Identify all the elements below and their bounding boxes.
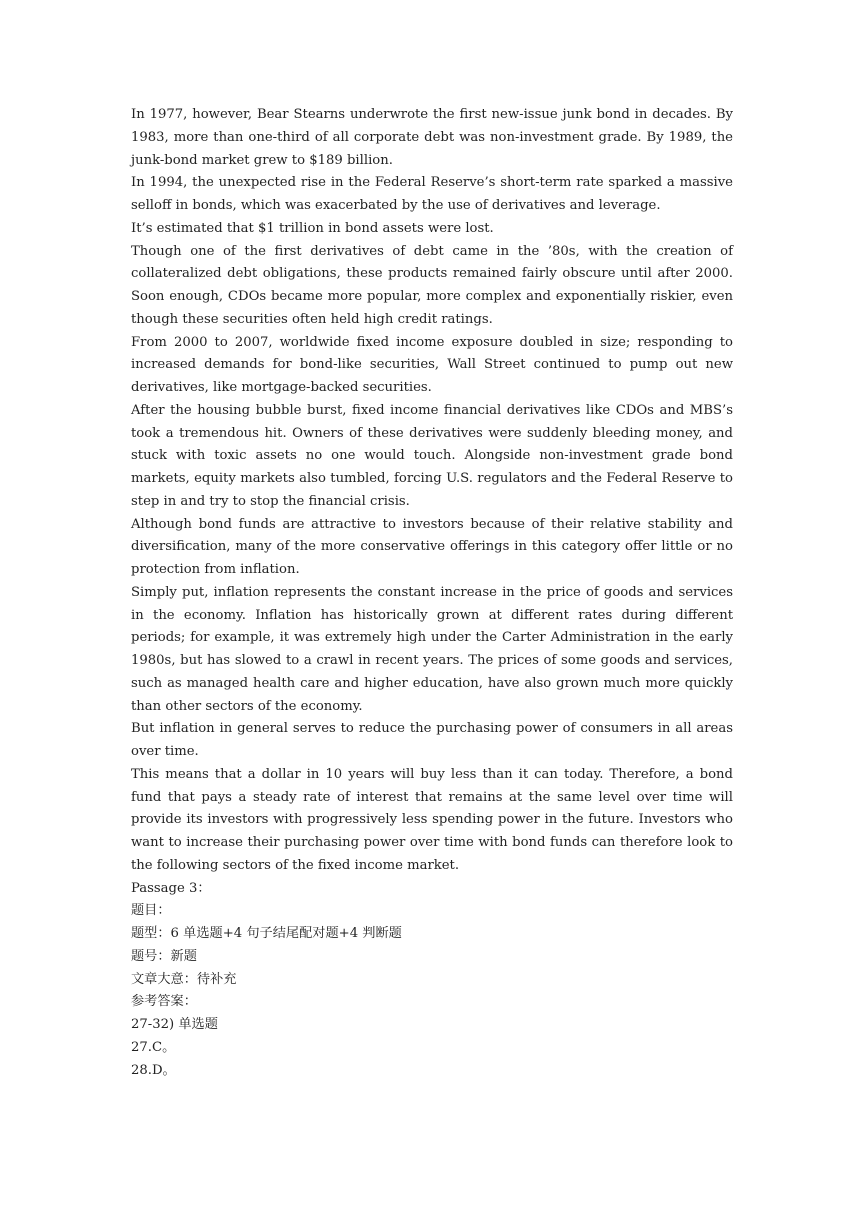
answer-label: 参考答案：	[131, 994, 197, 1010]
passage-label: Passage 3：	[131, 880, 211, 896]
answer-item: 28.D。	[131, 1062, 176, 1078]
paragraph-housing-bubble: After the housing bubble burst, fixed income financial derivatives like CDOs and MBS’s took a tremendous hit. Owners of these derivatives were suddenly bleeding money, and stuck with toxic assets no one would touch. Alongside non-investment grade bond markets, equity markets also tumbled, forcing U.S. regulators and the Federal Reserve to step in and try to stop the financial crisis.	[131, 402, 733, 509]
paragraph-cdo-origins: Though one of the first derivatives of debt came in the ’80s, with the creation of collateralized debt obligations, these products remained fairly obscure until after 2000. Soon enough, CDOs became more popular, more complex and exponentially riskier, even though these securities often held high credit ratings.	[131, 243, 733, 327]
answer-item: 27.C。	[131, 1039, 176, 1055]
section-heading: 27-32) 单选题	[131, 1017, 218, 1032]
paragraph-bond-funds-inflation: Although bond funds are attractive to investors because of their relative stability and diversification, many of the more conservative offerings in this category offer little or no protection from inflation.	[131, 516, 733, 577]
title-label: 题目：	[131, 903, 171, 919]
document-page	[131, 104, 733, 1082]
question-types: 题型：6 单选题+4 句子结尾配对题+4 判断题	[131, 926, 402, 941]
passage-summary: 文章大意：待补充	[131, 971, 237, 987]
question-number: 题号：新题	[131, 948, 197, 964]
paragraph-1994-selloff: In 1994, the unexpected rise in the Federal Reserve’s short-term rate sparked a massive selloff in bonds, which was exacerbated by the use of derivatives and leverage.	[131, 175, 733, 213]
paragraph-junk-bond-history: In 1977, however, Bear Stearns underwrote the first new-issue junk bond in decades. By 1983, more than one-third of all corporate debt was non-investment grade. By 1989, the junk-bond market grew to $189 billion.	[131, 107, 733, 168]
paragraph-fixed-income-growth: From 2000 to 2007, worldwide fixed income exposure doubled in size; responding to increased demands for bond-like securities, Wall Street continued to pump out new derivatives, like mortgage-backed securities.	[131, 334, 733, 395]
paragraph-assets-lost: It’s estimated that $1 trillion in bond assets were lost.	[131, 220, 494, 236]
paragraph-purchasing-power: But inflation in general serves to reduce the purchasing power of consumers in all areas over time.	[131, 721, 733, 759]
paragraph-dollar-value: This means that a dollar in 10 years will buy less than it can today. Therefore, a bond fund that pays a steady rate of interest that remains at the same level over time will provide its investors with progressively less spending power in the future. Investors who want to increase their purchasing power over time with bond funds can therefore look to the following sectors of the fixed income market.	[131, 766, 733, 873]
paragraph-inflation-definition: Simply put, inflation represents the constant increase in the price of goods and services in the economy. Inflation has historically grown at different rates during different periods; for example, it was extremely high under the Carter Administration in the early 1980s, but has slowed to a crawl in recent years. The prices of some goods and services, such as managed health care and higher education, have also grown much more quickly than other sectors of the economy.	[131, 584, 733, 714]
